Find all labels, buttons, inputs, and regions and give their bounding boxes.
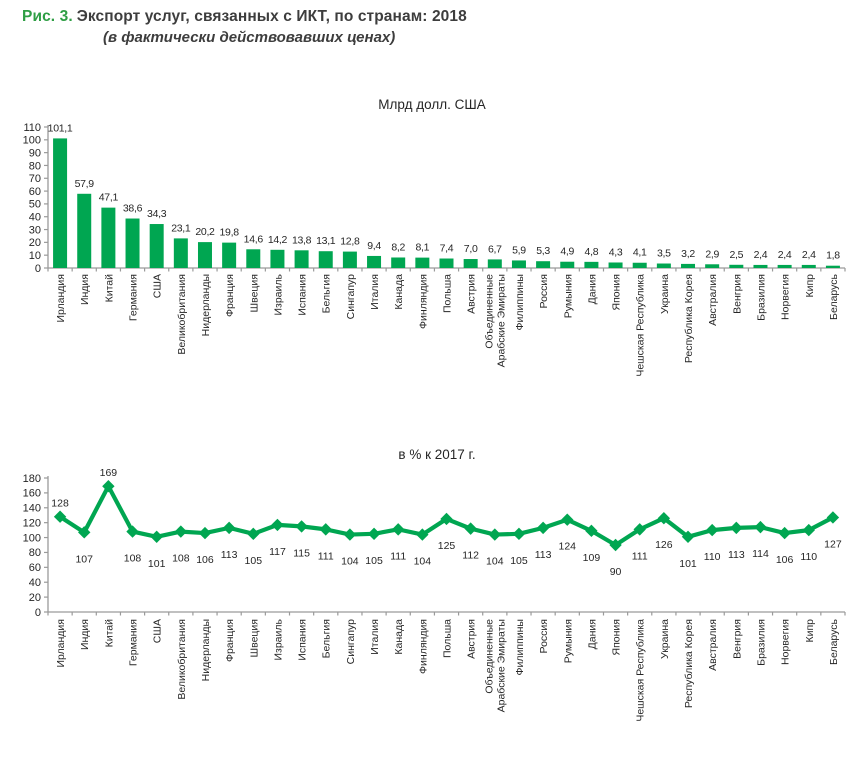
bar-value-label: 57,9 <box>74 177 94 190</box>
point-value-label: 104 <box>341 555 359 568</box>
bar <box>729 265 743 268</box>
y-tick-label: 110 <box>23 121 41 134</box>
y-tick-label: 10 <box>28 249 41 262</box>
category-label: Чешская Республика <box>634 274 647 377</box>
point-value-label: 104 <box>486 555 504 568</box>
point-value-label: 111 <box>631 550 648 563</box>
category-label: Ирландия <box>55 619 68 668</box>
diamond-marker <box>295 520 307 532</box>
category-label: Норвегия <box>779 274 792 320</box>
diamond-marker <box>706 524 718 536</box>
point-value-label: 108 <box>123 552 142 565</box>
y-tick-label: 60 <box>28 562 41 575</box>
bar-value-label: 5,9 <box>512 244 526 257</box>
category-label: Китай <box>103 619 116 648</box>
category-label: Сингапур <box>344 619 357 665</box>
diamond-marker <box>513 528 525 540</box>
bar <box>391 257 405 268</box>
category-label: Россия <box>538 274 551 309</box>
category-label: Ирландия <box>55 274 68 323</box>
diamond-marker <box>271 519 283 531</box>
category-label: Финляндия <box>417 274 430 329</box>
category-label: Бельгия <box>320 619 333 659</box>
bar <box>464 259 478 268</box>
diamond-marker <box>730 522 742 534</box>
category-label: Арабские Эмираты <box>495 619 508 713</box>
bar <box>319 251 333 268</box>
category-label: Великобритания <box>175 619 188 700</box>
point-value-label: 104 <box>413 555 432 568</box>
bar-value-label: 3,2 <box>681 247 695 260</box>
bar-value-label: 47,1 <box>98 191 119 204</box>
category-label: Чешская Республика <box>634 619 647 722</box>
figure-number: Рис. 3. <box>22 8 73 25</box>
bar <box>609 262 623 268</box>
category-label: Республика Корея <box>683 619 696 709</box>
point-value-label: 124 <box>558 540 577 553</box>
category-label: США <box>151 274 164 299</box>
category-label: Объединенные <box>483 274 496 349</box>
category-label: Дания <box>586 274 599 305</box>
point-value-label: 110 <box>703 551 721 564</box>
y-tick-label: 90 <box>28 147 41 160</box>
bar <box>246 249 260 268</box>
diamond-marker <box>247 528 259 540</box>
bar-value-label: 101,1 <box>47 122 73 135</box>
bar <box>53 138 67 268</box>
bar <box>415 258 429 268</box>
category-label: Венгрия <box>731 274 744 314</box>
point-value-label: 90 <box>609 566 622 578</box>
diamond-marker <box>464 522 476 534</box>
point-value-label: 101 <box>147 557 166 570</box>
point-value-label: 101 <box>679 557 697 570</box>
category-label: Венгрия <box>731 619 744 659</box>
category-label: Германия <box>127 619 140 667</box>
y-tick-label: 160 <box>22 487 41 500</box>
bar-value-label: 6,7 <box>487 243 502 256</box>
point-value-label: 117 <box>269 545 286 558</box>
bar-value-label: 2,4 <box>753 248 768 261</box>
category-label: Швеция <box>248 274 261 313</box>
category-label: Беларусь <box>827 274 840 320</box>
figure-title-line <box>22 8 702 26</box>
point-value-label: 125 <box>437 539 456 552</box>
point-value-label: 113 <box>220 548 238 561</box>
bar-value-label: 2,4 <box>801 248 816 261</box>
category-label: Нидерланды <box>199 274 212 337</box>
y-tick-label: 0 <box>34 606 41 619</box>
bar <box>826 266 840 268</box>
y-tick-label: 40 <box>28 211 41 224</box>
bar-value-label: 4,8 <box>584 245 599 258</box>
category-label: Япония <box>610 274 623 311</box>
category-label: Бельгия <box>320 274 333 314</box>
y-tick-label: 80 <box>28 160 41 173</box>
bar-value-label: 20,2 <box>195 226 215 239</box>
category-label: Польша <box>441 274 454 314</box>
y-tick-label: 40 <box>28 577 41 590</box>
category-label: Канада <box>393 274 406 310</box>
bar <box>802 265 816 268</box>
diamond-marker <box>489 528 501 540</box>
point-value-label: 108 <box>172 552 190 565</box>
bar <box>681 264 695 268</box>
category-label: Израиль <box>272 274 285 316</box>
category-label: Италия <box>369 274 382 310</box>
category-label: Швеция <box>248 619 261 658</box>
bar <box>536 261 550 268</box>
y-tick-label: 100 <box>22 532 41 545</box>
y-tick-label: 120 <box>22 517 41 530</box>
percent-line-chart <box>0 437 849 768</box>
bar-value-label: 7,4 <box>439 242 454 255</box>
category-label: Бразилия <box>755 274 768 321</box>
category-label: Кипр <box>803 619 816 643</box>
bar <box>584 262 598 268</box>
figure-caption <box>22 8 702 46</box>
point-value-label: 169 <box>99 467 118 480</box>
y-tick-label: 180 <box>22 472 41 485</box>
bar-value-label: 38,6 <box>122 202 143 215</box>
category-label: Нидерланды <box>199 619 212 682</box>
bar-value-label: 19,8 <box>219 226 239 239</box>
category-label: Австралия <box>707 274 720 326</box>
y-tick-label: 30 <box>28 224 41 237</box>
point-value-label: 105 <box>510 554 528 567</box>
category-label: Арабские Эмираты <box>495 274 508 368</box>
diamond-marker <box>199 527 211 539</box>
bar <box>633 263 647 268</box>
point-value-label: 126 <box>655 539 673 552</box>
category-label: Румыния <box>562 619 575 664</box>
category-label: Испания <box>296 619 309 661</box>
point-value-label: 115 <box>293 547 310 560</box>
category-label: Япония <box>610 619 623 656</box>
category-label: Финляндия <box>417 619 430 674</box>
category-label: Россия <box>538 619 551 654</box>
diamond-marker <box>223 522 235 534</box>
y-tick-label: 0 <box>34 262 41 275</box>
bar-value-label: 13,1 <box>316 235 336 248</box>
y-tick-label: 70 <box>28 173 41 186</box>
bar-value-label: 3,5 <box>657 247 671 260</box>
point-value-label: 105 <box>244 554 263 567</box>
point-value-label: 106 <box>196 554 214 567</box>
bar-value-label: 14,6 <box>243 233 263 246</box>
category-label: Италия <box>369 619 382 655</box>
bar-value-label: 9,4 <box>367 239 381 252</box>
diamond-marker <box>344 528 356 540</box>
diamond-marker <box>320 523 332 535</box>
bar-value-label: 14,2 <box>267 233 288 246</box>
bar-value-label: 34,3 <box>147 208 167 221</box>
category-label: Объединенные <box>483 619 496 694</box>
bar-value-label: 8,2 <box>391 241 406 254</box>
bar <box>778 265 792 268</box>
category-label: Индия <box>79 274 92 306</box>
bar-value-label: 12,8 <box>340 235 360 248</box>
point-value-label: 105 <box>365 554 383 567</box>
y-tick-label: 140 <box>22 502 41 515</box>
category-label: Сингапур <box>344 274 357 320</box>
category-label: Бразилия <box>755 619 768 666</box>
bar-value-label: 13,8 <box>291 234 312 247</box>
category-label: США <box>151 619 164 644</box>
bar-value-label: 2,4 <box>777 248 792 261</box>
point-value-label: 111 <box>390 550 407 563</box>
diamond-marker <box>537 522 549 534</box>
category-label: Австрия <box>465 273 478 314</box>
bar-value-label: 5,3 <box>536 245 550 258</box>
category-label: Норвегия <box>779 619 792 665</box>
bar <box>705 264 719 268</box>
bar-value-label: 23,1 <box>171 222 191 235</box>
bar <box>77 194 91 268</box>
category-label: Беларусь <box>827 619 840 665</box>
category-label: Филиппины <box>513 274 526 331</box>
category-label: Канада <box>393 619 406 655</box>
figure-title: Экспорт услуг, связанных с ИКТ, по странам: 2018 <box>76 8 467 25</box>
bar <box>440 259 454 268</box>
category-label: Австралия <box>707 619 720 671</box>
bar <box>295 250 309 268</box>
bar-value-label: 4,9 <box>560 245 575 258</box>
y-tick-label: 20 <box>28 237 41 250</box>
diamond-marker <box>392 523 404 535</box>
point-value-label: 111 <box>317 550 334 563</box>
y-tick-label: 80 <box>28 547 41 560</box>
diamond-marker <box>150 531 162 543</box>
category-label: Республика Корея <box>683 274 696 364</box>
bar <box>367 256 381 268</box>
point-value-label: 110 <box>800 551 818 564</box>
category-label: Кипр <box>803 274 816 298</box>
point-value-label: 109 <box>582 551 601 564</box>
diamond-marker <box>175 525 187 537</box>
bar-value-label: 8,1 <box>415 241 430 254</box>
bar-value-label: 7,0 <box>463 243 478 256</box>
bar <box>101 208 115 268</box>
bar <box>174 238 188 268</box>
bar <box>488 259 502 268</box>
y-tick-label: 60 <box>28 185 41 198</box>
bar <box>222 243 236 268</box>
bar-value-label: 2,5 <box>729 248 744 261</box>
bar-value-label: 2,9 <box>705 248 720 261</box>
diamond-marker <box>778 527 790 539</box>
category-label: Испания <box>296 274 309 316</box>
category-label: Германия <box>127 274 140 322</box>
category-label: Великобритания <box>175 274 188 355</box>
bar <box>198 242 212 268</box>
bar-value-label: 4,1 <box>632 246 647 259</box>
bar-value-label: 1,8 <box>826 249 840 262</box>
diamond-marker <box>754 521 766 533</box>
category-label: Австрия <box>465 619 478 659</box>
point-value-label: 127 <box>824 538 842 551</box>
category-label: Румыния <box>562 274 575 319</box>
point-value-label: 113 <box>534 548 552 561</box>
point-value-label: 112 <box>462 549 480 562</box>
bar <box>560 262 574 268</box>
point-value-label: 107 <box>75 553 93 566</box>
category-label: Дания <box>586 619 599 650</box>
bar <box>343 252 357 268</box>
category-label: Китай <box>103 274 116 303</box>
bar-value-label: 4,3 <box>608 246 623 259</box>
diamond-marker <box>368 528 380 540</box>
chart-title: Млрд долл. США <box>378 97 486 112</box>
bar <box>512 260 526 268</box>
chart-title: в % к 2017 г. <box>398 447 476 462</box>
category-label: Украина <box>658 619 671 659</box>
bar <box>270 250 284 268</box>
category-label: Индия <box>79 619 92 651</box>
usd-bar-chart <box>0 78 849 430</box>
category-label: Израиль <box>272 619 285 661</box>
point-value-label: 114 <box>752 548 769 561</box>
point-value-label: 113 <box>727 548 745 561</box>
bar <box>657 264 671 268</box>
y-tick-label: 50 <box>28 198 41 211</box>
diamond-marker <box>561 513 573 525</box>
bar <box>126 219 140 268</box>
category-label: Польша <box>441 619 454 659</box>
point-value-label: 128 <box>51 497 69 510</box>
bar <box>150 224 164 268</box>
figure-subtitle: (в фактически действовавших ценах) <box>103 29 396 46</box>
y-tick-label: 20 <box>28 591 41 604</box>
bar <box>753 265 767 268</box>
y-tick-label: 100 <box>22 134 41 147</box>
point-value-label: 106 <box>775 554 794 567</box>
category-label: Франция <box>224 274 237 318</box>
category-label: Украина <box>658 274 671 314</box>
category-label: Филиппины <box>513 619 526 676</box>
category-label: Франция <box>224 619 237 663</box>
